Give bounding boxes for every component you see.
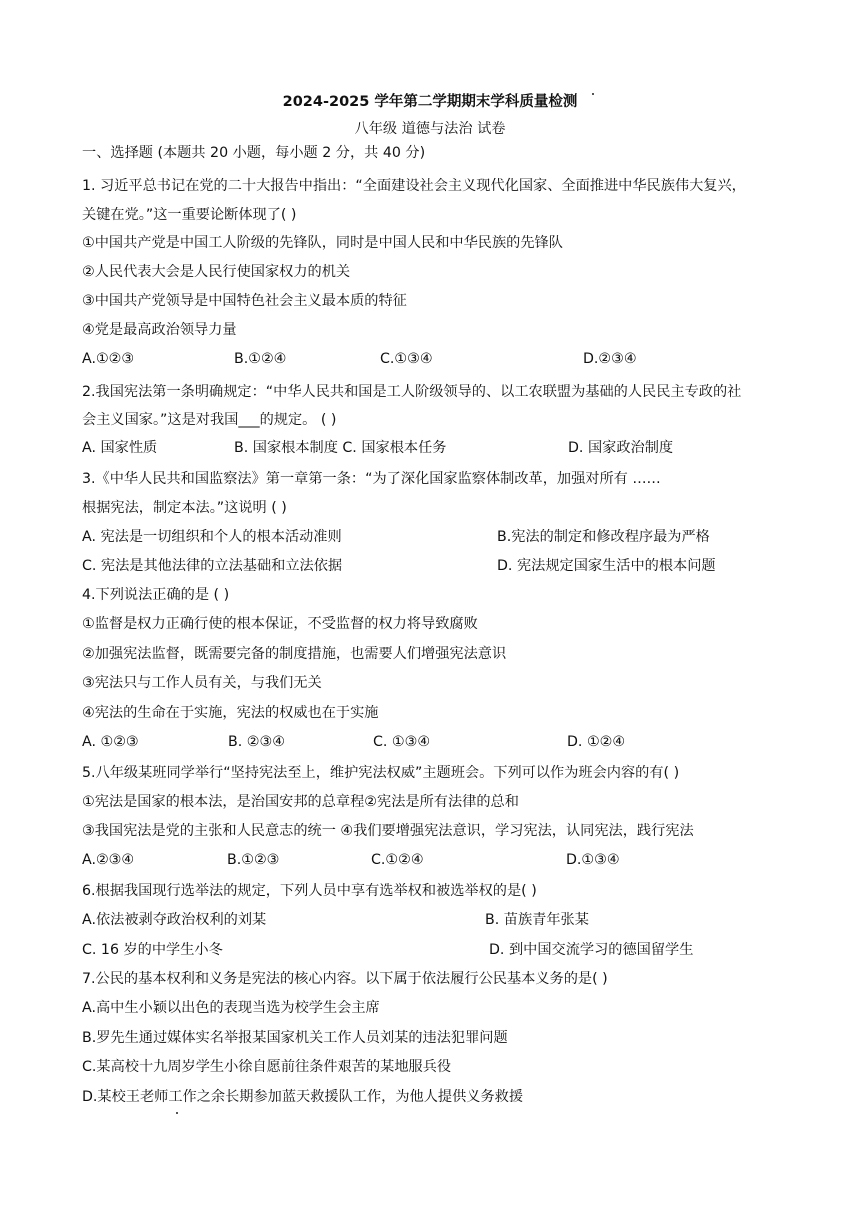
q4-statement-4: ④宪法的生命在于实施，宪法的权威也在于实施 — [82, 705, 379, 721]
section-heading: 一、选择题 (本题共 20 小题，每小题 2 分，共 40 分) — [82, 145, 426, 161]
exam-title: 2024-2025 学年第二学期期末学科质量检测 — [282, 94, 578, 110]
q4-option-a: A. ①②③ — [82, 734, 139, 750]
q4-option-d: D. ①②④ — [567, 734, 626, 750]
q5-statement-2: ③我国宪法是党的主张和人民意志的统一 ④我们要增强宪法意识，学习宪法，认同宪法，践行宪法 — [82, 823, 694, 839]
q3-stem-line-1: 3.《中华人民共和国监察法》第一章第一条：“为了深化国家监察体制改革，加强对所有 …… — [82, 471, 661, 487]
q1-option-a: A.①②③ — [82, 351, 135, 367]
q6-option-b: B. 苗族青年张某 — [485, 912, 589, 928]
q3-option-d: D. 宪法规定国家生活中的根本问题 — [497, 558, 716, 574]
q5-statement-1: ①宪法是国家的根本法，是治国安邦的总章程②宪法是所有法律的总和 — [82, 794, 519, 810]
q1-statement-4: ④党是最高政治领导力量 — [82, 322, 237, 338]
q2-option-d: D. 国家政治制度 — [568, 440, 674, 456]
q5-stem: 5.八年级某班同学举行“坚持宪法至上，维护宪法权威”主题班会。下列可以作为班会内容的有( ) — [82, 765, 680, 781]
q3-option-c: C. 宪法是其他法律的立法基础和立法依据 — [82, 558, 343, 574]
q3-option-b: B.宪法的制定和修改程序最为严格 — [497, 529, 710, 545]
q7-option-d: D.某校王老师工作之余长期参加蓝天救援队工作，为他人提供义务救援 — [82, 1089, 524, 1105]
exam-subtitle: 八年级 道德与法治 试卷 — [354, 121, 506, 137]
q6-option-d: D. 到中国交流学习的德国留学生 — [489, 942, 694, 958]
q1-option-d: D.②③④ — [583, 351, 637, 367]
scan-speck — [592, 93, 594, 95]
q7-option-b: B.罗先生通过媒体实名举报某国家机关工作人员刘某的违法犯罪问题 — [82, 1030, 508, 1046]
q4-statement-2: ②加强宪法监督，既需要完备的制度措施，也需要人们增强宪法意识 — [82, 646, 507, 662]
q1-statement-1: ①中国共产党是中国工人阶级的先锋队，同时是中国人民和中华民族的先锋队 — [82, 235, 563, 251]
q2-stem-line-2: 会主义国家。”这是对我国___的规定。 ( ) — [82, 412, 337, 428]
q6-option-a: A.依法被剥夺政治权利的刘某 — [82, 912, 267, 928]
q5-option-d: D.①③④ — [566, 852, 620, 868]
q7-option-a: A.高中生小颖以出色的表现当选为校学生会主席 — [82, 1000, 380, 1016]
q5-option-c: C.①②④ — [371, 852, 424, 868]
q4-option-c: C. ①③④ — [373, 734, 431, 750]
q1-stem-line-1: 1. 习近平总书记在党的二十大报告中指出：“全面建设社会主义现代化国家、全面推进中华民族伟大复兴， — [82, 178, 746, 194]
q7-stem: 7.公民的基本权利和义务是宪法的核心内容。以下属于依法履行公民基本义务的是( ) — [82, 971, 608, 987]
q3-stem-line-2: 根据宪法，制定本法。”这说明 ( ) — [82, 500, 287, 516]
q1-statement-2: ②人民代表大会是人民行使国家权力的机关 — [82, 264, 351, 280]
q4-statement-3: ③宪法只与工作人员有关，与我们无关 — [82, 675, 322, 691]
q6-option-c: C. 16 岁的中学生小冬 — [82, 942, 223, 958]
q5-option-b: B.①②③ — [227, 852, 280, 868]
q4-stem: 4.下列说法正确的是 ( ) — [82, 587, 230, 603]
q7-option-c: C.某高校十九周岁学生小徐自愿前往条件艰苦的某地服兵役 — [82, 1059, 452, 1075]
q1-option-c: C.①③④ — [380, 351, 433, 367]
q1-option-b: B.①②④ — [234, 351, 287, 367]
q4-statement-1: ①监督是权力正确行使的根本保证，不受监督的权力将导致腐败 — [82, 616, 478, 632]
q2-stem-line-1: 2.我国宪法第一条明确规定：“中华人民共和国是工人阶级领导的、以工农联盟为基础的人民民主专政的社 — [82, 384, 742, 400]
scan-speck — [176, 1112, 178, 1114]
q4-option-b: B. ②③④ — [228, 734, 285, 750]
q1-statement-3: ③中国共产党领导是中国特色社会主义最本质的特征 — [82, 293, 407, 309]
q5-option-a: A.②③④ — [82, 852, 135, 868]
q6-stem: 6.根据我国现行选举法的规定，下列人员中享有选举权和被选举权的是( ) — [82, 883, 537, 899]
q3-option-a: A. 宪法是一切组织和个人的根本活动准则 — [82, 529, 342, 545]
q1-stem-line-2: 关键在党。”这一重要论断体现了( ) — [82, 207, 297, 223]
q2-option-a: A. 国家性质 — [82, 440, 158, 456]
q2-option-b-c: B. 国家根本制度 C. 国家根本任务 — [234, 440, 447, 456]
